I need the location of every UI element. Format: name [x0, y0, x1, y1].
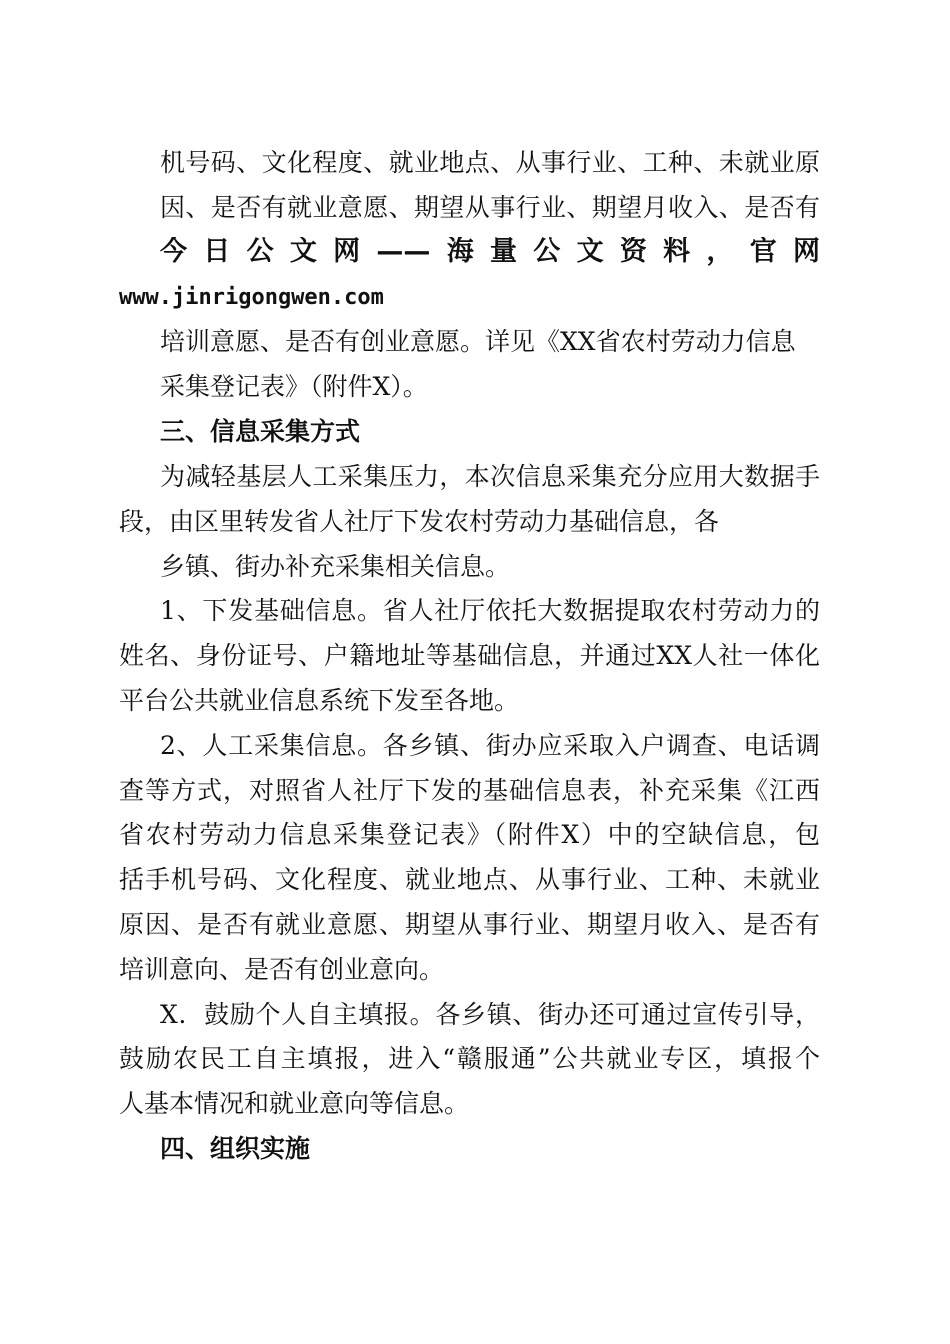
paragraph-line: 查等方式，对照省人社厅下发的基础信息表，补充采集《江西 — [119, 776, 820, 805]
paragraph-line: 姓名、身份证号、户籍地址等基础信息，并通过XX人社一体化 — [119, 641, 820, 670]
paragraph-line: X．鼓励个人自主填报。各乡镇、街办还可通过宣传引导， — [160, 1000, 820, 1029]
paragraph-line: 因、是否有就业意愿、期望从事行业、期望月收入、是否有 — [160, 193, 820, 222]
section-heading: 三、信息采集方式 — [160, 417, 361, 446]
paragraph-line: 采集登记表》（附件X）。 — [160, 372, 428, 401]
paragraph-line: 平台公共就业信息系统下发至各地。 — [119, 686, 520, 715]
paragraph-line: 机号码、文化程度、就业地点、从事行业、工种、未就业原 — [160, 148, 820, 177]
watermark-url: www.jinrigongwen.com — [119, 285, 384, 310]
paragraph-line: 培训意愿、是否有创业意愿。详见《XX省农村劳动力信息 — [160, 327, 796, 356]
watermark-banner: 今日公文网——海量公文资料，官网 — [160, 237, 820, 267]
paragraph-line: 乡镇、街办补充采集相关信息。 — [160, 552, 511, 581]
paragraph-line: 培训意向、是否有创业意向。 — [119, 955, 445, 984]
paragraph-line: 为减轻基层人工采集压力，本次信息采集充分应用大数据手 — [160, 462, 820, 491]
paragraph-line: 括手机号码、文化程度、就业地点、从事行业、工种、未就业 — [119, 865, 820, 894]
section-heading: 四、组织实施 — [160, 1134, 311, 1163]
paragraph-line: 段，由区里转发省人社厅下发农村劳动力基础信息，各 — [119, 507, 720, 536]
paragraph-line: 人基本情况和就业意向等信息。 — [119, 1089, 470, 1118]
paragraph-line: 1、下发基础信息。省人社厅依托大数据提取农村劳动力的 — [160, 596, 820, 625]
paragraph-line: 鼓励农民工自主填报，进入“赣服通”公共就业专区，填报个 — [119, 1044, 820, 1073]
paragraph-line: 原因、是否有就业意愿、期望从事行业、期望月收入、是否有 — [119, 910, 820, 939]
paragraph-line: 省农村劳动力信息采集登记表》（附件X）中的空缺信息，包 — [119, 820, 820, 849]
paragraph-line: 2、人工采集信息。各乡镇、街办应采取入户调查、电话调 — [160, 731, 820, 760]
